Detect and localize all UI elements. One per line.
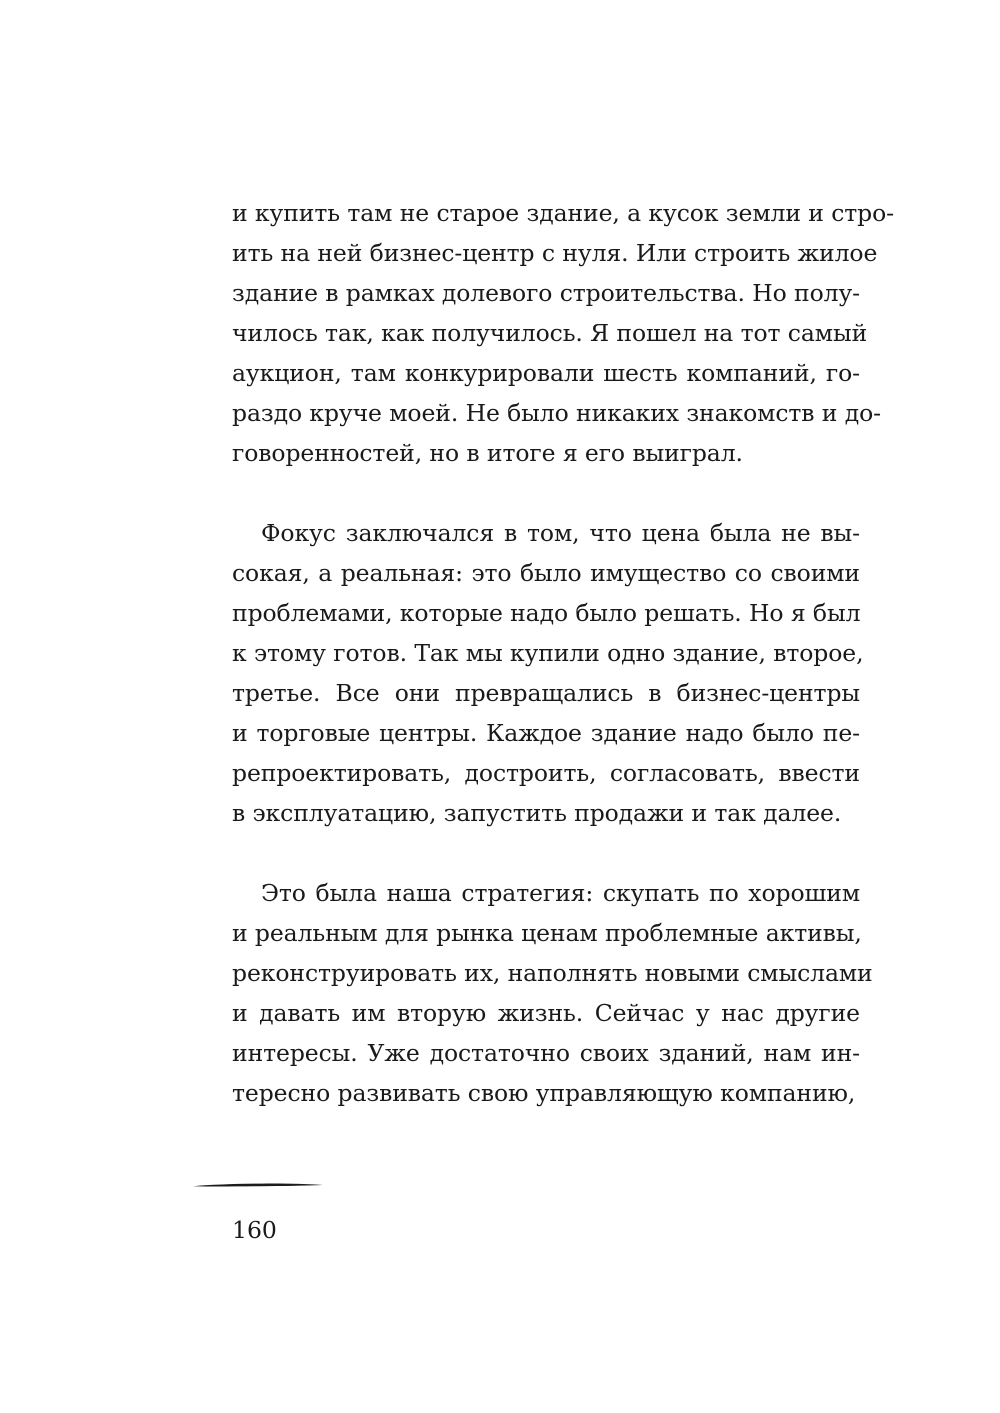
text-line: и реальным для рынка ценам проблемные активы,: [232, 919, 862, 947]
text-line: Фокус заключался в том, что цена была не вы-: [261, 519, 860, 547]
text-line: тересно развивать свою управляющую компанию,: [232, 1079, 856, 1107]
text-line: ить на ней бизнес-центр с нуля. Или строить жилое: [232, 239, 878, 267]
paragraph-2: [232, 513, 864, 833]
text-line: репроектировать, достроить, согласовать, ввести: [232, 759, 860, 787]
text-line: чилось так, как получилось. Я пошел на тот самый: [232, 319, 868, 347]
text-line: к этому готов. Так мы купили одно здание, второе,: [232, 639, 864, 667]
text-line: реконструировать их, наполнять новыми смыслами: [232, 959, 873, 987]
text-line: и давать им вторую жизнь. Сейчас у нас другие: [232, 999, 860, 1027]
paragraph-gap: [232, 833, 860, 873]
footer-brush-rule: [192, 1181, 324, 1189]
text-line: аукцион, там конкурировали шесть компаний, го-: [232, 359, 860, 387]
paragraph-3: [232, 873, 873, 1113]
text-line: и купить там не старое здание, а кусок земли и стро-: [232, 199, 895, 227]
text-line: третье. Все они превращались в бизнес-центры: [232, 679, 860, 707]
text-line: и торговые центры. Каждое здание надо было пе-: [232, 719, 860, 747]
text-line: Это была наша стратегия: скупать по хорошим: [261, 879, 860, 907]
text-line: интересы. Уже достаточно своих зданий, нам ин-: [232, 1039, 860, 1067]
paragraph-gap: [232, 473, 860, 513]
body-text: [232, 193, 895, 1113]
text-line: здание в рамках долевого строительства. Но полу-: [232, 279, 861, 307]
text-line: раздо круче моей. Не было никаких знакомств и до-: [232, 399, 881, 427]
text-line: проблемами, которые надо было решать. Но я был: [232, 599, 861, 627]
page-number: 160: [232, 1216, 277, 1244]
paragraph-1: [232, 193, 895, 473]
text-line: сокая, а реальная: это было имущество со своими: [232, 559, 860, 587]
text-line: говоренностей, но в итоге я его выиграл.: [232, 439, 743, 467]
text-line: в эксплуатацию, запустить продажи и так далее.: [232, 799, 842, 827]
